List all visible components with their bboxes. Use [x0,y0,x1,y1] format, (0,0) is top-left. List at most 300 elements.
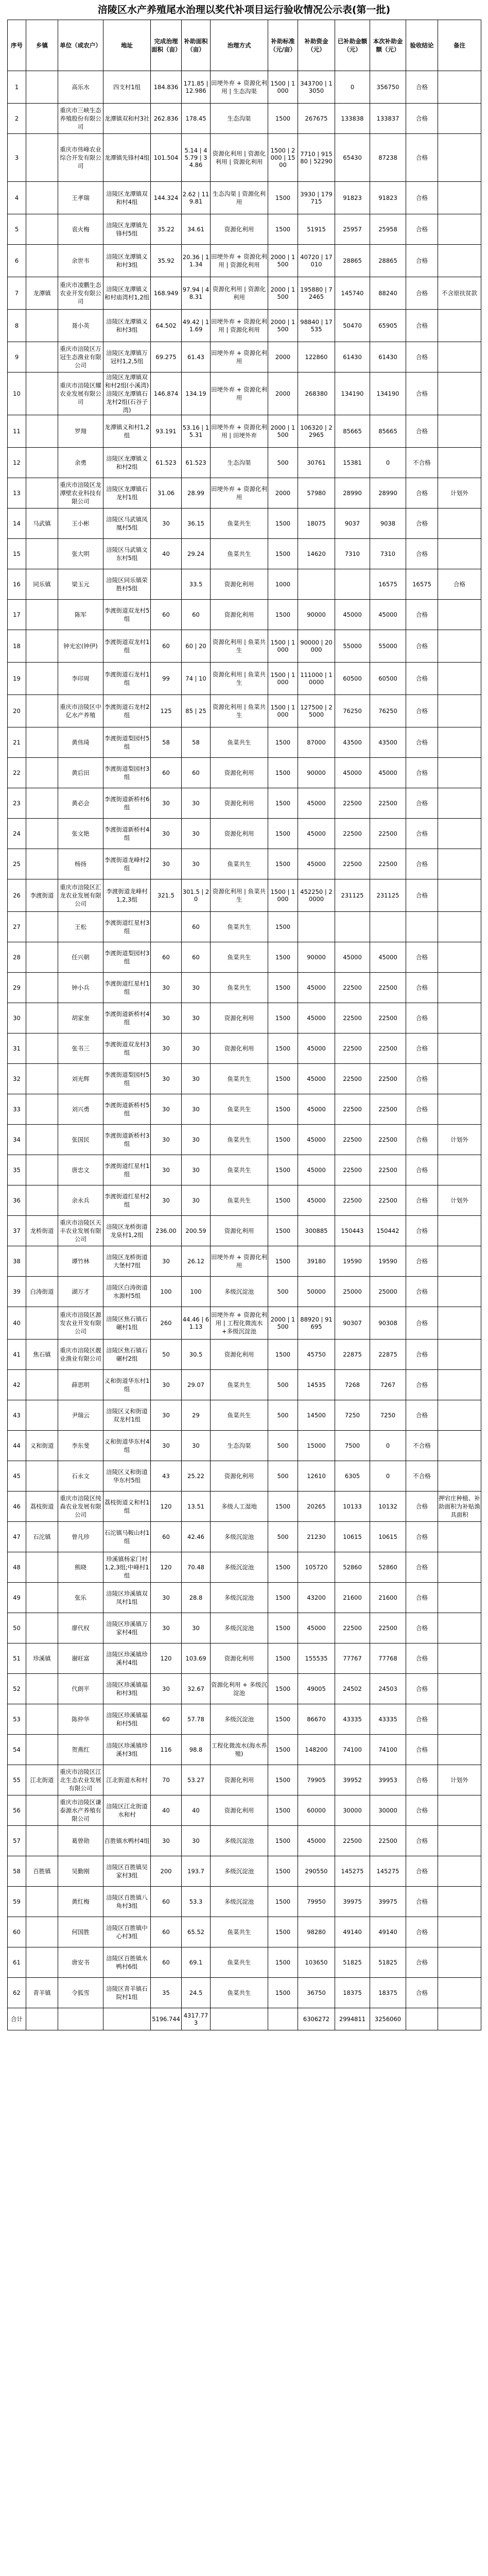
table-cell: 涪陵区珍溪镇福和村3组 [103,1674,151,1704]
table-cell: 2000 | 1500 [268,310,298,342]
table-cell: 97.94 | 48.31 [182,277,211,310]
table-cell: 30 [151,1674,182,1704]
table-cell: 李渡街道红星村3组 [103,912,151,942]
table-cell: 15000 [298,1431,335,1461]
table-row [8,182,481,214]
table-cell: 60 [182,600,211,630]
table-cell: 30 [151,1064,182,1094]
table-cell: 1500 [268,973,298,1003]
table-cell: 李印周 [58,663,103,695]
table-cell: 20.36 | 11.34 [182,245,211,277]
table-cell: 24 [8,819,26,849]
table-cell: 合格 [406,372,438,415]
table-cell [438,134,481,182]
table-cell: 合格 [406,1340,438,1370]
table-cell [26,342,58,372]
table-cell: 合格 [406,1492,438,1522]
table-cell: 石沱镇马鞍山村1组 [103,1522,151,1552]
table-cell [26,214,58,245]
table-cell: 200 [151,1856,182,1887]
table-row [8,1887,481,1917]
table-cell: 36.15 [182,509,211,539]
table-cell [438,1307,481,1340]
table-cell: 鱼菜共生 [211,973,268,1003]
table-cell: 22500 [370,1613,406,1643]
table-row [8,1492,481,1522]
column-header: 补助资金（元） [298,20,335,71]
column-header: 治理方式 [211,20,268,71]
table-cell: 53 [8,1704,26,1735]
table-cell: 张乐 [58,1583,103,1613]
table-cell: 李东斐 [58,1431,103,1461]
table-cell: 45000 [298,849,335,879]
table-cell: 30 [182,1613,211,1643]
table-cell: 重庆市凌鹏生态农业开发有限公司 [58,277,103,310]
table-cell: 涪陵区龙桥街道大堡村7组 [103,1246,151,1277]
table-cell: 田埂外弃 + 资源化利用 [211,372,268,415]
table-cell: 李渡街道双龙村3组 [103,1033,151,1064]
table-cell: 青羊镇 [26,1978,58,2008]
table-cell [406,912,438,942]
table-cell: 18375 [370,1978,406,2008]
table-cell: 田埂外弃 + 资源化利用 | 生态沟渠 [211,71,268,104]
table-cell [438,942,481,973]
table-cell: 30000 [335,1795,370,1826]
table-cell: 鱼菜共生 [211,727,268,758]
table-cell: 22500 [335,1185,370,1216]
table-cell: 70.48 [182,1552,211,1583]
table-cell: 涪陵区白涛街道水源村5组 [103,1277,151,1307]
table-cell: 60000 [298,1795,335,1826]
table-cell: 55 [8,1765,26,1795]
table-cell [26,1400,58,1431]
table-cell: 60 [151,630,182,663]
table-cell: 资源化利用 [211,1643,268,1674]
table-cell: 合格 [406,71,438,104]
table-cell [151,912,182,942]
table-cell: 合格 [406,600,438,630]
table-cell: 79950 [298,1887,335,1917]
table-cell: 6305 [335,1461,370,1492]
table-cell: 195880 | 72465 [298,277,335,310]
table-cell: 尹瑞云 [58,1400,103,1431]
table-cell [438,1277,481,1307]
table-cell: 58 [151,727,182,758]
table-cell: 1500 [268,1185,298,1216]
table-cell: 148200 [298,1735,335,1765]
column-header: 已补助金额（元） [335,20,370,71]
table-cell: 231125 [335,879,370,912]
table-cell: 1500 [268,1246,298,1277]
table-cell: 1500 [268,1583,298,1613]
column-header: 补助面积（亩） [182,20,211,71]
table-cell [438,727,481,758]
table-cell: 白涛街道 [26,1277,58,1307]
table-cell: 1500 | 1000 [268,879,298,912]
table-cell [26,695,58,727]
table-cell: 21230 [298,1522,335,1552]
table-cell: 重庆市涪陵区龙潭壁农业科技有限公司 [58,478,103,509]
table-cell: 146.874 [151,372,182,415]
table-cell: 合格 [406,1033,438,1064]
table-cell: 22500 [370,1064,406,1094]
table-cell: 134190 [335,372,370,415]
table-cell: 10615 [335,1522,370,1552]
table-cell: 袁火梅 [58,214,103,245]
table-cell: 20265 [298,1492,335,1522]
table-cell: 88920 | 91695 [298,1307,335,1340]
table-cell: 任兴朝 [58,942,103,973]
table-cell: 60 [151,1947,182,1978]
table-cell: 27 [8,912,26,942]
table-cell: 合格 [406,942,438,973]
table-cell: 55000 [335,630,370,663]
table-row [8,663,481,695]
table-cell: 43335 [335,1704,370,1735]
table-cell: 1500 [268,104,298,134]
table-cell: 16 [8,569,26,600]
table-cell: 10132 [370,1492,406,1522]
totals-row [8,2008,481,2030]
table-cell: 45000 [298,819,335,849]
table-cell: 涪陵区龙潭镇双和村2组(小溪湾)涪陵区龙潭镇石龙村2组(石谷子湾) [103,372,151,415]
table-cell: 29.07 [182,1370,211,1400]
table-cell: 田埂外弃 + 资源化利用 [211,478,268,509]
table-cell: 43 [8,1400,26,1431]
table-cell: 24.5 [182,1978,211,2008]
table-cell: 1500 | 1000 [268,71,298,104]
table-cell: 鱼菜共生 [211,912,268,942]
column-header: 乡镇 [26,20,58,71]
table-cell: 李渡街道石龙村1组 [103,663,151,695]
table-cell: 田埂外弃 + 资源化利用 [211,342,268,372]
table-cell: 龙潭镇义和村1,2组 [103,415,151,448]
table-cell: 49.42 | 11.69 [182,310,211,342]
table-cell: 李渡街道龙峰村2组 [103,849,151,879]
table-cell: 22500 [370,1185,406,1216]
table-cell: 涪陵区珍溪镇珍溪村4组 [103,1643,151,1674]
table-cell: 涪陵区马武镇文东村5组 [103,539,151,569]
table-cell: 鱼菜共生 [211,1400,268,1431]
table-cell: 29 [8,973,26,1003]
table-cell: 3930 | 179715 [298,182,335,214]
table-cell: 98.8 [182,1735,211,1765]
table-cell: 44 [8,1431,26,1461]
totals-cell: 3256060 [370,2008,406,2030]
table-row [8,245,481,277]
table-row [8,372,481,415]
table-cell: 1500 [268,849,298,879]
table-cell: 125 [151,695,182,727]
table-cell: 合格 [406,1400,438,1431]
table-cell: 合格 [406,1856,438,1887]
table-cell: 钟光宏(钟伊) [58,630,103,663]
table-cell [438,1094,481,1125]
table-cell [438,448,481,478]
table-cell: 李渡街道新桥村4组 [103,819,151,849]
table-cell: 1500 [268,1978,298,2008]
table-cell: 涪陵区江北街道水和村 [103,1795,151,1826]
table-cell: 7267 [370,1370,406,1400]
table-cell: 王孝瑞 [58,182,103,214]
table-cell [26,1246,58,1277]
table-cell: 28 [8,942,26,973]
table-cell [438,1003,481,1033]
table-row [8,1185,481,1216]
table-cell: 鱼菜共生 [211,1155,268,1185]
table-cell: 重庆市伟峰农业综合开发有限公司 [58,134,103,182]
table-cell [26,1735,58,1765]
table-cell: 22500 [335,1613,370,1643]
totals-cell: 5196.744 [151,2008,182,2030]
table-cell: 1500 [268,1613,298,1643]
table-cell [370,912,406,942]
table-cell [26,912,58,942]
table-cell: 贺燕红 [58,1735,103,1765]
table-row [8,1400,481,1431]
table-row [8,942,481,973]
table-cell: 50000 [298,1277,335,1307]
table-row [8,788,481,819]
table-cell: 1500 [268,727,298,758]
table-cell: 74100 [335,1735,370,1765]
table-cell: 合格 [406,1552,438,1583]
table-cell: 珍溪镇杨家门村1,2,3组;中峰村1组 [103,1552,151,1583]
table-cell [438,1795,481,1826]
table-cell: 60 [151,1704,182,1735]
table-cell: 鱼菜共生 [211,1094,268,1125]
table-cell: 重庆市涪陵区万冠生态渔业有限公司 [58,342,103,372]
column-header: 备注 [438,20,481,71]
table-cell: 陈仲华 [58,1704,103,1735]
totals-cell [58,2008,103,2030]
table-cell: 90000 [298,600,335,630]
table-row [8,879,481,912]
table-cell [438,1704,481,1735]
table-cell: 鱼菜共生 [211,1185,268,1216]
table-cell: 231125 [370,879,406,912]
table-cell [298,912,335,942]
table-cell: 李渡街道梨园村5组 [103,727,151,758]
table-cell: 涪陵区珍溪镇珍溪村3组 [103,1735,151,1765]
table-cell: 1500 [268,819,298,849]
table-cell [26,1125,58,1155]
table-cell [438,973,481,1003]
totals-cell [268,2008,298,2030]
table-cell: 193.7 [182,1856,211,1887]
table-cell: 百胜镇 [26,1856,58,1887]
table-cell: 不合格 [406,1431,438,1461]
table-cell: 涪陵区焦石镇石碾村1组 [103,1307,151,1340]
table-cell: 90000 [298,758,335,788]
table-cell [438,1826,481,1856]
table-cell: 合格 [406,1064,438,1094]
table-cell: 87000 [298,727,335,758]
table-cell [438,912,481,942]
table-cell: 60 [151,600,182,630]
table-cell: 合格 [406,879,438,912]
table-row [8,1370,481,1400]
table-cell: 88240 [370,277,406,310]
table-cell: 30 [182,1033,211,1064]
table-cell: 1500 [268,1917,298,1947]
table-cell: 湖万才 [58,1277,103,1307]
table-cell: 资源化利用 [211,788,268,819]
table-cell [26,182,58,214]
table-cell: 16575 [406,569,438,600]
table-cell: 合格 [406,1522,438,1552]
table-cell: 60 [151,1887,182,1917]
table-cell [438,214,481,245]
table-cell: 86670 [298,1704,335,1735]
table-cell: 60 [151,1917,182,1947]
totals-cell [211,2008,268,2030]
table-cell: 田埂外弃 + 资源化利用 | 田埂外弃 [211,415,268,448]
table-cell [438,1340,481,1370]
table-cell: 7250 [335,1400,370,1431]
table-cell: 35.92 [151,245,182,277]
table-cell: 谭竹林 [58,1246,103,1277]
table-cell: 张书三 [58,1033,103,1064]
table-cell: 171.85 | 12.986 [182,71,211,104]
table-cell: 1500 [268,1947,298,1978]
table-cell: 22500 [370,973,406,1003]
table-cell: 38 [8,1246,26,1277]
table-cell: 30 [182,1094,211,1125]
table-cell: 多级沉淀池 [211,1522,268,1552]
table-cell [26,478,58,509]
table-cell: 30.5 [182,1340,211,1370]
table-cell: 合格 [406,1613,438,1643]
table-cell: 资源化利用 [211,1033,268,1064]
table-cell: 122860 [298,342,335,372]
table-cell: 1500 [268,1735,298,1765]
table-cell: 多级沉淀池 [211,1887,268,1917]
table-cell: 40 [151,539,182,569]
table-cell: 51915 [298,214,335,245]
table-cell: 合格 [406,539,438,569]
table-cell: 1500 [268,509,298,539]
table-cell: 85665 [370,415,406,448]
table-cell: 李渡街道梨园村3组 [103,942,151,973]
table-cell: 多级沉淀池 [211,1704,268,1735]
table-cell [438,1431,481,1461]
table-cell: 合格 [406,1125,438,1155]
table-cell: 合格 [406,788,438,819]
table-cell: 2000 [268,478,298,509]
table-cell: 多级沉淀池 [211,1826,268,1856]
table-cell: 65.52 [182,1917,211,1947]
table-cell [438,1643,481,1674]
table-cell: 李渡街道 [26,879,58,912]
table-cell: 2000 [268,342,298,372]
table-cell: 谢旺富 [58,1643,103,1674]
table-cell: 39975 [335,1887,370,1917]
table-cell [438,1887,481,1917]
table-cell: 涪陵区义和街道双龙村1组 [103,1400,151,1431]
table-row [8,71,481,104]
table-cell: 合格 [406,415,438,448]
table-row [8,1826,481,1856]
table-cell [438,342,481,372]
table-cell: 1500 | 1000 [268,663,298,695]
table-cell: 合格 [406,310,438,342]
table-cell: 21600 [370,1583,406,1613]
table-cell [26,448,58,478]
table-cell: 合格 [406,758,438,788]
table-cell: 资源化利用 [211,1765,268,1795]
totals-cell: 2994811 [335,2008,370,2030]
table-cell [438,1155,481,1185]
table-row [8,695,481,727]
table-cell: 120 [151,1552,182,1583]
table-cell: 21600 [335,1583,370,1613]
table-cell: 77767 [335,1643,370,1674]
table-cell: 90308 [370,1307,406,1340]
table-cell: 100 [182,1277,211,1307]
table-cell: 四支村1组 [103,71,151,104]
table-cell [26,1674,58,1704]
table-cell: 22500 [370,1094,406,1125]
table-row [8,600,481,630]
table-cell: 22500 [335,1094,370,1125]
table-cell [438,1674,481,1704]
column-header: 序号 [8,20,26,71]
table-cell: 合格 [406,1674,438,1704]
table-cell: 60 [151,758,182,788]
table-cell: 1500 [268,1795,298,1826]
table-cell [26,788,58,819]
table-cell: 22500 [370,849,406,879]
table-cell: 1500 [268,912,298,942]
table-cell [438,788,481,819]
table-cell [26,727,58,758]
table-cell [438,663,481,695]
table-cell: 资源化利用 [211,569,268,600]
table-cell: 45000 [298,1185,335,1216]
table-cell: 14535 [298,1370,335,1400]
table-cell: 合格 [406,277,438,310]
table-cell: 22500 [335,819,370,849]
table-cell: 鱼菜共生 [211,1125,268,1155]
table-cell: 合格 [406,478,438,509]
table-cell: 39952 [335,1765,370,1795]
table-cell: 30 [151,1094,182,1125]
table-cell: 65430 [335,134,370,182]
table-row [8,1033,481,1064]
table-cell: 69.1 [182,1947,211,1978]
page-title: 涪陵区水产养殖尾水治理以奖代补项目运行验收情况公示表(第一批) [97,4,391,15]
table-cell: 涪陵区百胜镇八角村3组 [103,1887,151,1917]
table-cell: 18 [8,630,26,663]
table-row [8,1125,481,1155]
table-cell [438,182,481,214]
table-cell: 唐安书 [58,1947,103,1978]
table-cell: 25958 [370,214,406,245]
table-cell: 资源化利用 [211,1216,268,1246]
table-cell: 168.949 [151,277,182,310]
table-cell [26,1033,58,1064]
table-cell: 184.836 [151,71,182,104]
table-cell [438,1033,481,1064]
table-cell: 熊晓 [58,1552,103,1583]
table-cell: 39180 [298,1246,335,1277]
table-cell: 1500 [268,1552,298,1583]
table-cell: 49 [8,1583,26,1613]
table-row [8,214,481,245]
table-cell: 胡家奎 [58,1003,103,1033]
table-cell: 22500 [370,1155,406,1185]
